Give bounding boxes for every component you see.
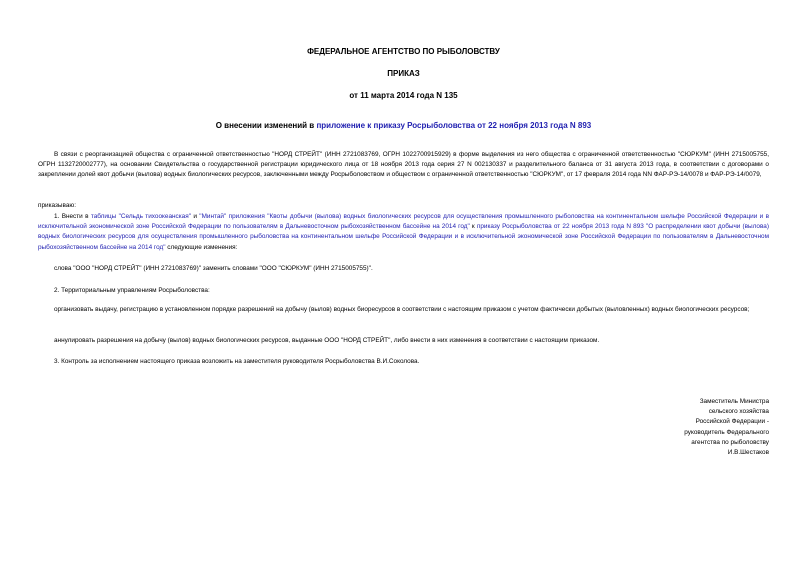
signature-line: руководитель Федерального	[684, 428, 769, 436]
signature-line: сельского хозяйства	[708, 408, 769, 416]
replace-paragraph	[38, 264, 769, 274]
subject-prefix: О внесении изменений в	[215, 121, 317, 130]
doc-subject	[0, 121, 807, 131]
doc-date-number: от 11 марта 2014 года N 135	[349, 91, 458, 100]
agency-title: ФЕДЕРАЛЬНОЕ АГЕНТСТВО ПО РЫБОЛОВСТВУ	[307, 47, 500, 56]
signature-block	[639, 397, 769, 458]
item1-link-order[interactable]: приказу Росрыболовства от 22 ноября 2013 года N 893 "О распределении квот добычи (вылова) водных биологических ресурсов для осуществления промышленного рыболовства на континентальном шельфе Российской Федерации и в исключительной экономической зоне Российской Федерации по пользователям в Дальневосточном рыбохозяйственном бассейне на 2014 год"	[38, 223, 769, 251]
item1-start: 1. Внести в	[54, 213, 91, 220]
item2b-text: аннулировать разрешения на добычу (вылов) водных биологических ресурсов, выданные ООО "НОРД СТРЕЙТ", либо внести в них изменения в соответствии с настоящим приказом.	[54, 337, 600, 344]
signature-line: Российской Федерации -	[695, 418, 769, 426]
item1-paragraph	[38, 212, 769, 253]
order-word: приказываю:	[38, 202, 76, 209]
item2b-paragraph	[38, 336, 769, 346]
item1-link-pollock[interactable]: "Минтай" приложения "Квоты добычи (вылова) водных биологических ресурсов для осуществления промышленного рыболовства на континентальном шельфе Российской Федерации и в исключительной экономической зоне Российской Федерации по пользователям в Дальневосточном рыбохозяйственном бассейне на 2014 год"	[38, 213, 770, 231]
item2a-text: организовать выдачу, регистрацию в установленном порядке разрешений на добычу (вылов) водных биоресурсов в соответствии с настоящим приказом с учетом фактически добытых (выловленных) водных биологических ресурсов;	[54, 306, 750, 313]
preamble-text: В связи с реорганизацией общества с ограниченной ответственностью "НОРД СТРЕЙТ" (ИНН 2721083769, ОГРН 1022700915929) в форме выделения из него общества с ограниченной ответственностью "СЮРКУМ" (ИНН 2715005755, ОГРН 1132720002777), на основании Свидетельства о государственной регистрации юридического лица от 18 ноября 2013 года серия 27 N 002130337 и разделительного баланса от 31 августа 2013 года, в соответствии с договорами о закреплении долей квот добычи (вылова) водных биологических ресурсов, заключенными между Росрыболовством и обществом с ограниченной ответственностью "СЮРКУМ", от 17 февраля 2014 года NN ФАР-РЭ-14/0078 и ФАР-РЭ-14/0079,	[38, 151, 769, 179]
item1-text	[38, 212, 769, 253]
item2-text: 2. Территориальным управлениям Росрыболовства:	[54, 287, 210, 294]
item2a-paragraph	[38, 305, 769, 315]
signature-line: агентства по рыболовству	[691, 438, 769, 446]
doc-type-title: ПРИКАЗ	[387, 69, 420, 78]
subject-link[interactable]: приложение к приказу Росрыболовства от 22 ноября 2013 года N 893	[316, 121, 592, 130]
replace-text: слова "ООО "НОРД СТРЕЙТ" (ИНН 2721083769)" заменить словами "ООО "СЮРКУМ" (ИНН 2715005755)".	[54, 265, 373, 272]
item1-end: следующие изменения:	[165, 243, 238, 251]
signature-line: Заместитель Министра	[699, 398, 769, 405]
item3-text: 3. Контроль за исполнением настоящего приказа возложить на заместителя руководителя Росрыболовства В.И.Соколова.	[54, 358, 420, 365]
item2-paragraph	[38, 286, 769, 296]
item3-paragraph	[38, 357, 769, 367]
item1-and: и	[190, 213, 200, 220]
preamble-paragraph	[38, 150, 769, 181]
item1-link-herring[interactable]: таблицы "Сельдь тихоокеанская"	[90, 213, 191, 220]
signatory-name: И.В.Шестаков	[727, 449, 769, 457]
order-word-paragraph	[38, 201, 769, 211]
item1-to: к	[469, 223, 477, 231]
